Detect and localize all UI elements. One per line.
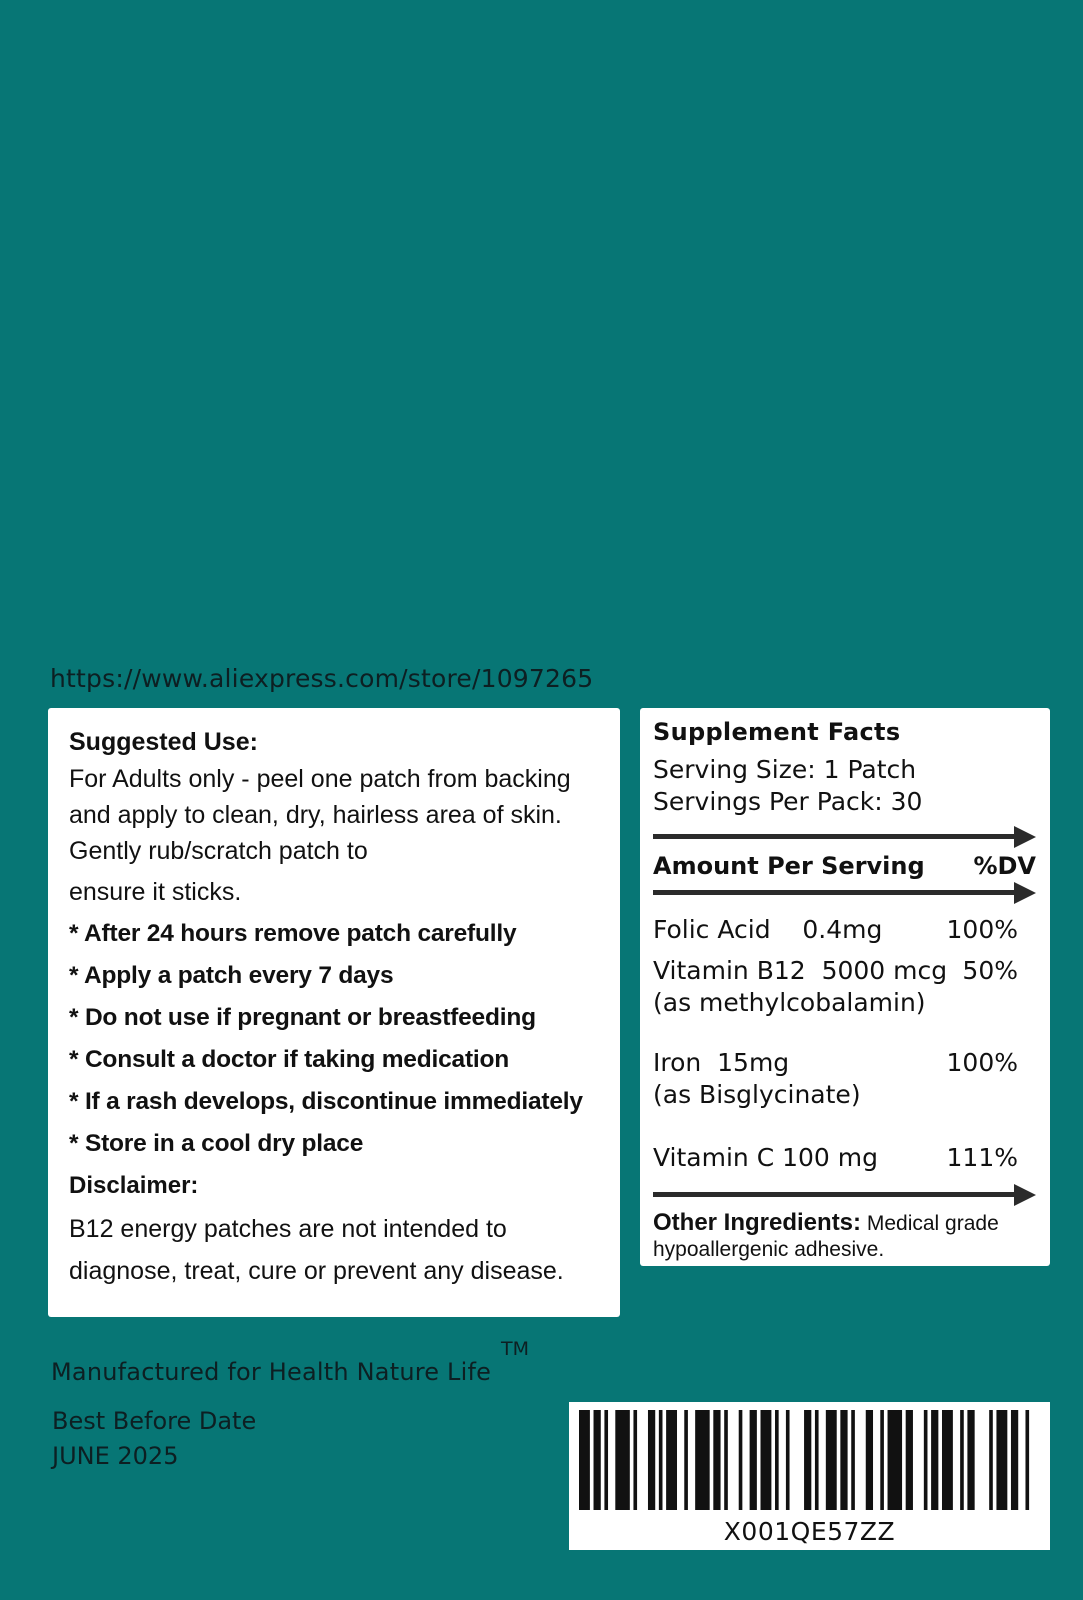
best-before-label: Best Before Date <box>52 1407 257 1435</box>
barcode-bar <box>1025 1410 1029 1510</box>
barcode-number: X001QE57ZZ <box>723 1517 896 1546</box>
nutrient-dv: 111% <box>946 1143 1018 1172</box>
barcode-bar <box>579 1410 590 1510</box>
divider-arrow <box>653 826 1036 848</box>
nutrient-label: Folic Acid 0.4mg <box>653 915 883 944</box>
nutrient-label: Vitamin B12 5000 mcg <box>653 956 948 985</box>
barcode-bar <box>996 1410 1007 1510</box>
barcode-bars <box>579 1410 1040 1510</box>
barcode-bar <box>960 1410 964 1510</box>
barcode-bar <box>761 1410 772 1510</box>
nutrient-dv: 100% <box>946 1048 1018 1077</box>
store-url: https://www.aliexpress.com/store/1097265 <box>50 664 594 693</box>
divider-arrow <box>653 1184 1036 1206</box>
supplement-facts-title: Supplement Facts <box>653 718 901 746</box>
nutrient-row-vitamin-b12 <box>653 955 1036 1019</box>
trademark-symbol: TM <box>501 1338 529 1360</box>
barcode-bar <box>739 1410 743 1510</box>
barcode-bar <box>666 1410 677 1510</box>
barcode-bar <box>804 1410 811 1510</box>
dv-header: %DV <box>973 852 1036 880</box>
disclaimer-title: Disclaimer: <box>69 1172 199 1199</box>
nutrient-label: Vitamin C 100 mg <box>653 1143 878 1172</box>
usage-bullet: * Store in a cool dry place <box>69 1130 364 1157</box>
barcode-bar <box>1011 1410 1018 1510</box>
barcode-bar <box>989 1410 993 1510</box>
nutrient-source: (as Bisglycinate) <box>653 1080 861 1109</box>
barcode-bar <box>684 1410 688 1510</box>
usage-bullets <box>69 920 610 1157</box>
suggested-use-body-last: ensure it sticks. <box>69 878 242 906</box>
nutrient-dv: 50% <box>962 956 1018 985</box>
barcode-bar <box>713 1410 720 1510</box>
barcode-bar <box>866 1410 873 1510</box>
divider-arrow <box>653 882 1036 904</box>
usage-bullet: * If a rash develops, discontinue immediately <box>69 1088 583 1115</box>
usage-bullet: * After 24 hours remove patch carefully <box>69 920 517 947</box>
usage-bullet: * Consult a doctor if taking medication <box>69 1046 510 1073</box>
suggested-use-body <box>69 761 610 910</box>
nutrient-row-iron <box>653 1047 1036 1111</box>
other-ingredients <box>653 1210 1036 1263</box>
barcode-bar <box>967 1410 974 1510</box>
nutrient-row-vitamin-c <box>653 1142 1036 1174</box>
nutrient-label: Iron 15mg <box>653 1048 790 1077</box>
disclaimer-body: B12 energy patches are not intended to diagnose, treat, cure or prevent any disease. <box>69 1215 564 1285</box>
barcode-bar <box>775 1410 779 1510</box>
usage-bullet: * Apply a patch every 7 days <box>69 962 394 989</box>
barcode-bar <box>924 1410 928 1510</box>
barcode-bar <box>724 1410 728 1510</box>
barcode-bar <box>851 1410 855 1510</box>
barcode-bar <box>840 1410 847 1510</box>
amount-per-serving-header: Amount Per Serving <box>653 852 925 880</box>
nutrient-source: (as methylcobalamin) <box>653 988 926 1017</box>
barcode-bar <box>615 1410 630 1510</box>
best-before-value: JUNE 2025 <box>52 1442 179 1470</box>
barcode-bar <box>815 1410 819 1510</box>
barcode <box>569 1402 1050 1550</box>
barcode-bar <box>888 1410 903 1510</box>
barcode-bar <box>942 1410 953 1510</box>
best-before <box>52 1404 256 1474</box>
barcode-bar <box>695 1410 710 1510</box>
suggested-use-body-main: For Adults only - peel one patch from backing and apply to clean, dry, hairless area of skin. Gently rub/scratch patch to <box>69 765 571 865</box>
barcode-bar <box>826 1410 837 1510</box>
usage-bullet: * Do not use if pregnant or breastfeeding <box>69 1004 536 1031</box>
barcode-bar <box>594 1410 601 1510</box>
other-ingredients-title: Other Ingredients: <box>653 1209 862 1236</box>
barcode-bar <box>659 1410 663 1510</box>
suggested-use-panel <box>48 708 620 1317</box>
supplement-facts-panel <box>640 708 1050 1266</box>
servings-per-pack: Servings Per Pack: 30 <box>653 787 923 816</box>
barcode-bar <box>786 1410 790 1510</box>
barcode-bar <box>906 1410 913 1510</box>
nutrient-dv: 100% <box>946 915 1018 944</box>
other-ingredients-body: Medical grade hypoallergenic adhesive. <box>653 1212 999 1261</box>
amount-header-row <box>653 852 1036 880</box>
barcode-bar <box>750 1410 757 1510</box>
barcode-bar <box>931 1410 938 1510</box>
barcode-bar <box>633 1410 637 1510</box>
suggested-use-title: Suggested Use: <box>69 728 258 756</box>
nutrient-row-folic-acid <box>653 914 1036 946</box>
manufacturer-text: Manufactured for Health Nature Life <box>51 1358 492 1386</box>
barcode-bar <box>648 1410 655 1510</box>
barcode-bar <box>880 1410 884 1510</box>
serving-size: Serving Size: 1 Patch <box>653 755 917 784</box>
barcode-bar <box>604 1410 608 1510</box>
